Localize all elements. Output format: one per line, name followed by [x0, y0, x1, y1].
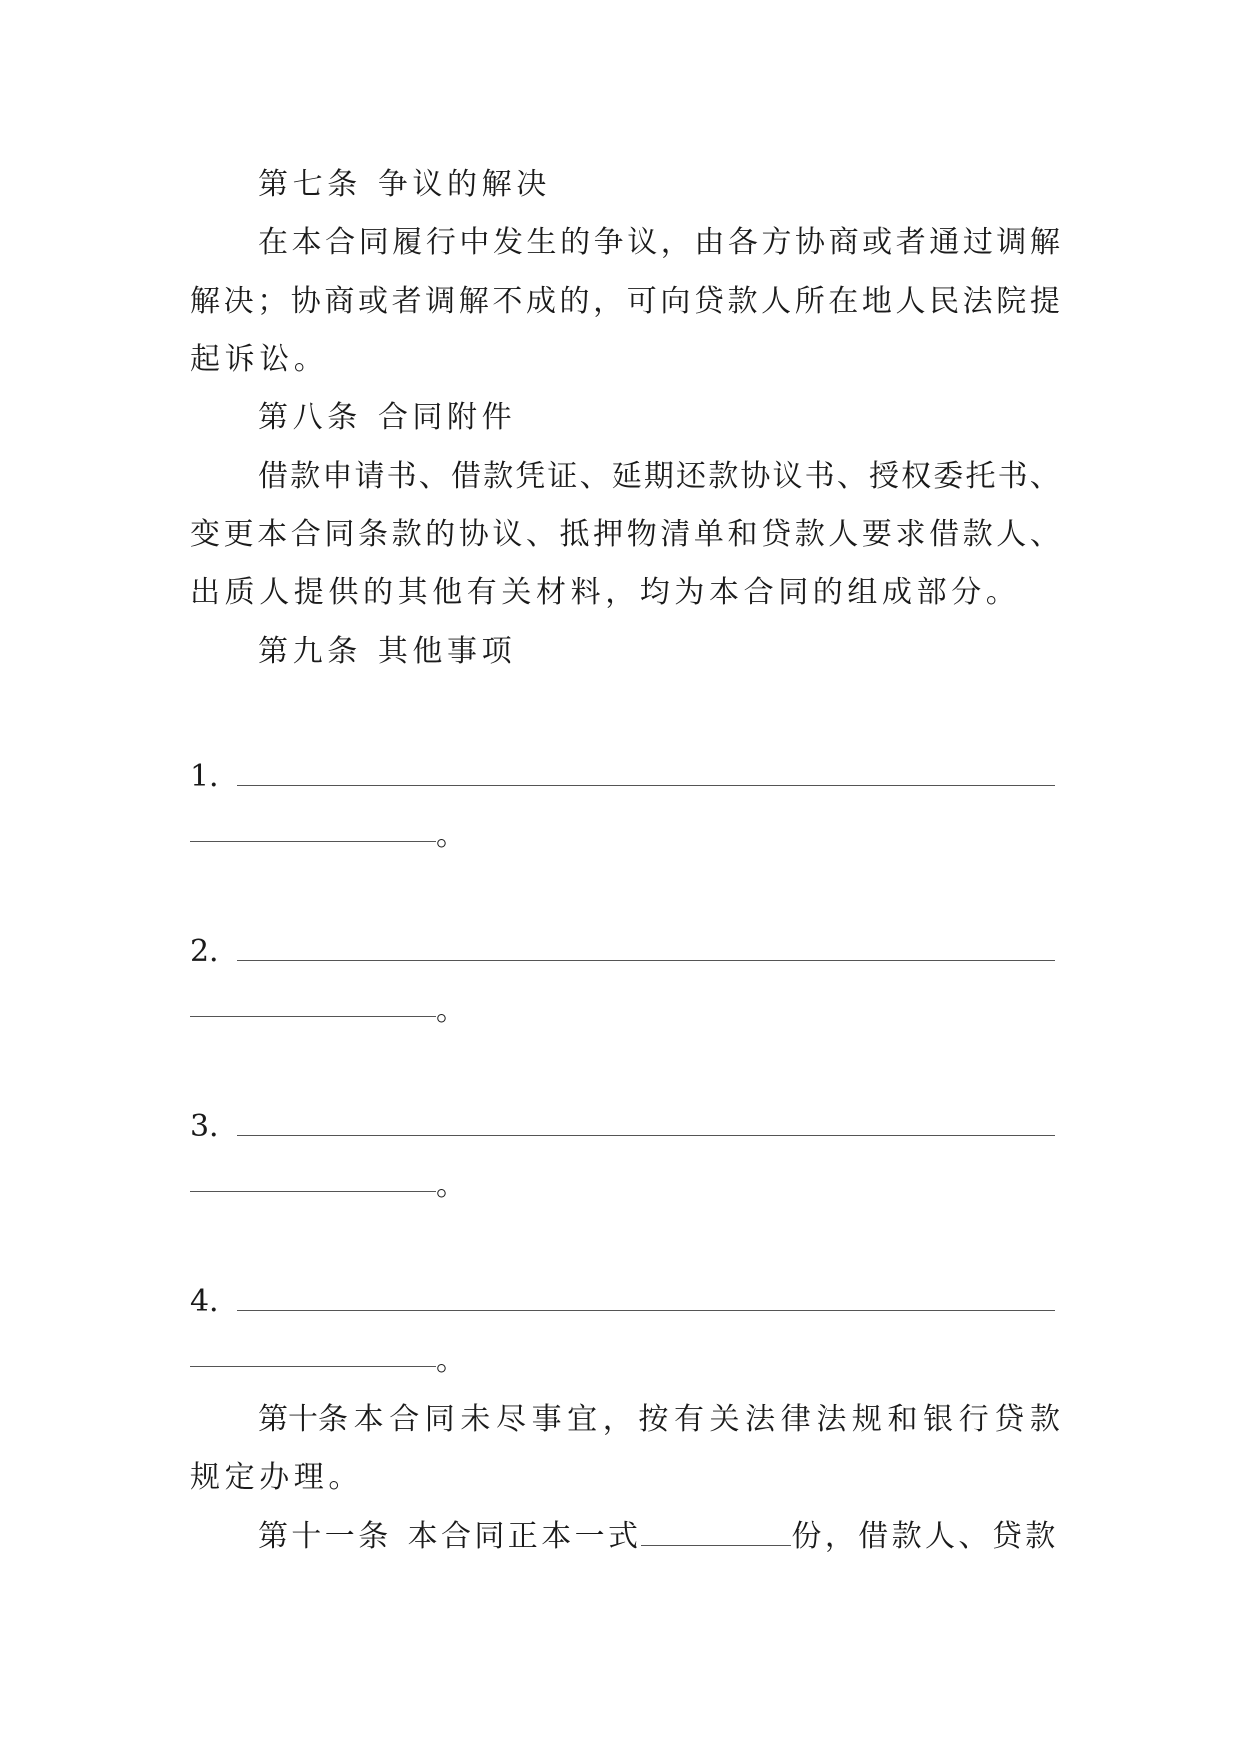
item-4-blank-line-2[interactable] [190, 1366, 436, 1367]
item-3-blank-line-1[interactable] [237, 1135, 1055, 1136]
article-8-line-3: 出质人提供的其他有关材料，均为本合同的组成部分。 [190, 575, 1021, 610]
item-1-end: 。 [436, 818, 466, 853]
item-2-blank-line-2[interactable] [190, 1016, 436, 1017]
article-10-line-2: 规定办理。 [190, 1460, 363, 1495]
article-10-line-1: 第十条 本 合 同 未 尽 事 宜 ， 按 有 关 法 律 法 规 和 银 行 贷 款 [258, 1400, 1060, 1440]
article-7-title: 争议的解决 [377, 167, 551, 202]
item-2-end: 。 [436, 993, 466, 1028]
item-4-number: 4． [190, 1284, 240, 1319]
article-8-line-1: 借 款 申 请 书 、 借 款 凭 证 、 延 期 还 款 协 议 书 、 授 权 委 托 书 、 [258, 459, 1060, 494]
item-1-number: 1． [190, 759, 240, 794]
article-7-line-2: 解 决 ； 协 商 或 者 调 解 不 成 的 ， 可 向 贷 款 人 所 在 地 人 民 法 院 提 [190, 284, 1060, 319]
article-8-title: 合同附件 [377, 400, 517, 435]
article-7-heading [258, 165, 1060, 205]
article-7-line-3: 起诉讼。 [190, 342, 329, 377]
article-11-line-1 [258, 1517, 1060, 1557]
item-2-blank-line-1[interactable] [237, 960, 1055, 961]
article-8-line-2: 变 更 本 合 同 条 款 的 协 议 、 抵 押 物 清 单 和 贷 款 人 要 求 借 款 人 、 [190, 517, 1060, 552]
article-9-number: 第九条 [258, 634, 362, 669]
article-11-text-before: 本合同正本一式 [407, 1519, 642, 1554]
copies-count-blank[interactable] [641, 1517, 791, 1546]
article-9-title: 其他事项 [377, 634, 517, 669]
article-10-number: 第十条 [258, 1402, 348, 1437]
item-3-blank-line-2[interactable] [190, 1191, 436, 1192]
item-3-end: 。 [436, 1168, 466, 1203]
item-1-blank-line-2[interactable] [190, 841, 436, 842]
article-11-number: 第十一条 [258, 1519, 392, 1554]
article-7-number: 第七条 [258, 167, 362, 202]
article-8-number: 第八条 [258, 400, 362, 435]
item-4-end: 。 [436, 1343, 466, 1378]
item-4-blank-line-1[interactable] [237, 1310, 1055, 1311]
article-11-text-after: 份，借款人、贷款 [791, 1519, 1059, 1554]
article-8-heading [258, 398, 1060, 438]
item-1-blank-line-1[interactable] [237, 785, 1055, 786]
item-3-number: 3． [190, 1109, 240, 1144]
item-2-number: 2． [190, 934, 240, 969]
article-7-line-1: 在 本 合 同 履 行 中 发 生 的 争 议 ， 由 各 方 协 商 或 者 通 过 调 解 [258, 225, 1060, 260]
article-9-heading [258, 632, 1060, 672]
